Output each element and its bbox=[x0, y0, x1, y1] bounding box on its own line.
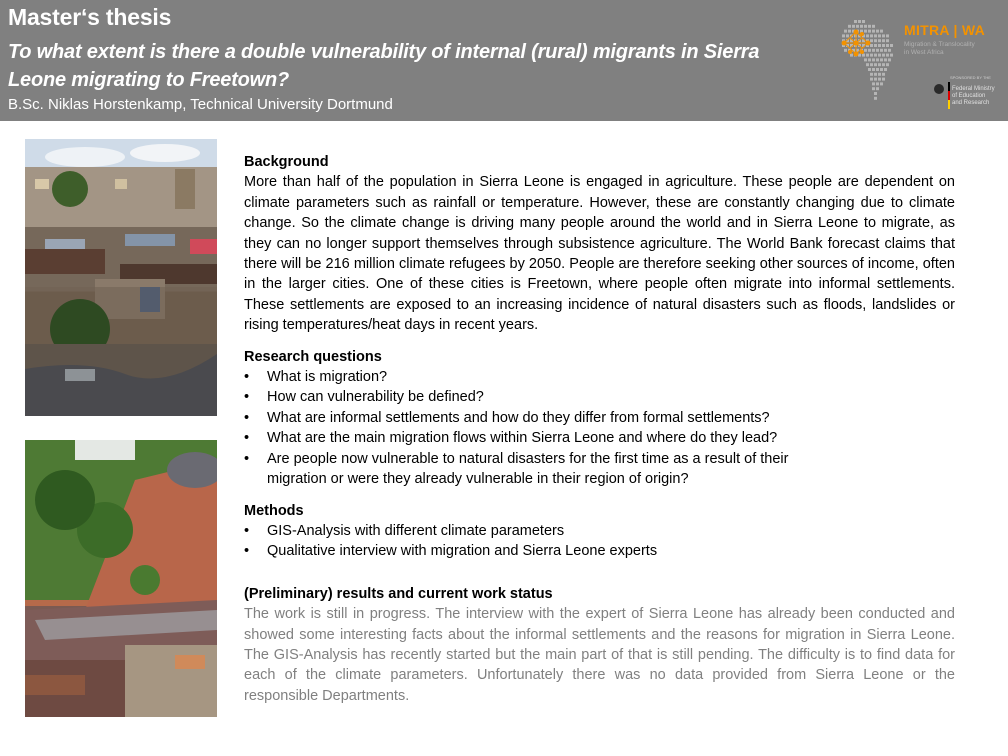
map-dot bbox=[880, 49, 883, 52]
map-dot bbox=[886, 39, 889, 42]
map-dot bbox=[874, 97, 877, 100]
freetown-informal-settlement-photo bbox=[25, 139, 217, 416]
map-dot bbox=[856, 25, 859, 28]
map-dot bbox=[886, 44, 889, 47]
list-item: • What is migration? bbox=[244, 367, 955, 387]
research-question-title: To what extent is there a double vulnerability of internal (rural) migrants in Sierra Leone migrating to Freetown? bbox=[8, 41, 760, 91]
map-dot bbox=[876, 82, 879, 85]
research-questions-section bbox=[244, 347, 955, 490]
ministry-line-3: and Research bbox=[952, 100, 990, 106]
map-dot bbox=[876, 58, 879, 61]
map-dot bbox=[884, 49, 887, 52]
map-dot bbox=[864, 25, 867, 28]
methods-list bbox=[244, 521, 955, 562]
map-dot bbox=[864, 30, 867, 33]
map-dot bbox=[874, 44, 877, 47]
map-dot bbox=[868, 25, 871, 28]
map-dot bbox=[848, 25, 851, 28]
german-flag-bar-icon bbox=[948, 82, 950, 109]
list-item: • What are the main migration flows within Sierra Leone and where do they lead? bbox=[244, 428, 955, 448]
map-dot bbox=[876, 68, 879, 71]
author-line: B.Sc. Niklas Horstenkamp, Technical University Dortmund bbox=[8, 96, 393, 113]
map-dot bbox=[874, 34, 877, 37]
map-dot bbox=[870, 78, 873, 81]
map-dot bbox=[878, 54, 881, 57]
map-dot bbox=[880, 68, 883, 71]
poster-title: Master‘s thesis bbox=[8, 4, 172, 30]
map-dot bbox=[884, 58, 887, 61]
map-dot bbox=[872, 68, 875, 71]
map-dot bbox=[844, 49, 847, 52]
results-text: The work is still in progress. The interview with the expert of Sierra Leone has already been conducted and showed some interesting facts about the informal settlements and the reasons for migration in Sierra Leone. The GIS-Analysis has recently started but the main part of that is still pending. The difficulty is to find data for each of the climate parameters. Unfortunately there was no data provided from Sierra Leone or the responsible Departments. bbox=[244, 606, 955, 704]
poster-header bbox=[0, 0, 1008, 121]
research-questions-heading: Research questions bbox=[244, 348, 382, 365]
map-dot bbox=[882, 63, 885, 66]
map-dot bbox=[870, 54, 873, 57]
map-dot bbox=[884, 68, 887, 71]
map-dot bbox=[870, 73, 873, 76]
map-dot bbox=[862, 20, 865, 23]
map-dot bbox=[870, 39, 873, 42]
map-dot bbox=[874, 54, 877, 57]
map-dot bbox=[890, 44, 893, 47]
subtitle-line-1: Migration & Translocality bbox=[904, 41, 975, 48]
map-dot bbox=[878, 78, 881, 81]
map-dot bbox=[874, 92, 877, 95]
sponsor-label: SPONSORED BY THE bbox=[950, 75, 991, 80]
map-dot bbox=[850, 54, 853, 57]
map-dot bbox=[870, 44, 873, 47]
map-dot bbox=[844, 30, 847, 33]
map-dot bbox=[872, 58, 875, 61]
map-dot bbox=[858, 20, 861, 23]
map-dot bbox=[866, 34, 869, 37]
map-dot bbox=[882, 54, 885, 57]
map-dot bbox=[882, 39, 885, 42]
map-dot bbox=[864, 49, 867, 52]
map-dot bbox=[846, 34, 849, 37]
list-item: • Are people now vulnerable to natural disasters for the first time as a result of their migration or were they already vulnerable in their region of origin? bbox=[244, 449, 955, 490]
map-dot bbox=[876, 30, 879, 33]
map-dot bbox=[864, 58, 867, 61]
map-dot bbox=[872, 82, 875, 85]
map-dot bbox=[870, 34, 873, 37]
map-dot bbox=[890, 54, 893, 57]
results-heading: (Preliminary) results and current work status bbox=[244, 585, 553, 602]
map-dot bbox=[860, 25, 863, 28]
map-dot bbox=[882, 73, 885, 76]
map-dot bbox=[880, 58, 883, 61]
research-questions-list bbox=[244, 367, 955, 489]
map-dot bbox=[888, 58, 891, 61]
map-dot bbox=[874, 63, 877, 66]
map-dot bbox=[886, 54, 889, 57]
background-heading: Background bbox=[244, 154, 329, 170]
map-dot bbox=[880, 30, 883, 33]
africa-dot-map-icon bbox=[840, 14, 906, 114]
map-dot bbox=[862, 54, 865, 57]
subtitle-line-2: in West Africa bbox=[904, 49, 944, 56]
landslide-photo bbox=[25, 440, 217, 717]
ministry-line-1: Federal Ministry bbox=[952, 86, 995, 92]
map-dot bbox=[882, 78, 885, 81]
ministry-line-2: of Education bbox=[952, 93, 986, 99]
poster-content bbox=[244, 152, 955, 717]
methods-section bbox=[244, 501, 955, 562]
mitra-wa-logo bbox=[840, 14, 1000, 114]
map-dot bbox=[872, 25, 875, 28]
list-item: • GIS-Analysis with different climate parameters bbox=[244, 521, 955, 541]
map-dot bbox=[882, 34, 885, 37]
map-dot bbox=[876, 49, 879, 52]
map-dot bbox=[878, 39, 881, 42]
map-dot bbox=[880, 82, 883, 85]
map-dot bbox=[872, 87, 875, 90]
map-dot bbox=[882, 44, 885, 47]
map-dot bbox=[876, 87, 879, 90]
map-dot bbox=[868, 68, 871, 71]
background-section bbox=[244, 152, 955, 336]
list-item: • What are informal settlements and how do they differ from formal settlements? bbox=[244, 408, 955, 428]
background-text: More than half of the population in Sierra Leone is engaged in agriculture. These people are dependent on climate parameters such as rainfall or temperature. However, these are constantly changing due to climate change. So the climate change is driving many people around the world and in Sierra Leone to migrate, as they can no longer support themselves through subsistence agriculture. The World Bank forecast claims that there will be 216 million climate refugees by 2050. People are therefore seeking other sources of income, often in the larger cities. One of these cities is Freetown, where people often migrate into informal settlements. These settlements are exposed to an increasing incidence of natural disasters such as floods, landslides or rising temperatures/heat days in recent years. bbox=[244, 174, 955, 334]
map-dot bbox=[878, 34, 881, 37]
methods-heading: Methods bbox=[244, 502, 304, 519]
map-dot bbox=[874, 78, 877, 81]
results-section bbox=[244, 584, 955, 706]
map-dot bbox=[878, 44, 881, 47]
map-dot bbox=[874, 39, 877, 42]
map-dot bbox=[870, 63, 873, 66]
map-dot bbox=[872, 30, 875, 33]
map-dot bbox=[878, 73, 881, 76]
mitra-wa-brand: MITRA | WA bbox=[904, 22, 986, 38]
bmbf-ministry-name bbox=[952, 86, 1002, 107]
federal-eagle-icon bbox=[934, 84, 944, 94]
map-dot bbox=[888, 49, 891, 52]
map-dot bbox=[842, 34, 845, 37]
map-dot bbox=[868, 30, 871, 33]
map-dot bbox=[886, 63, 889, 66]
mitra-wa-subtitle bbox=[904, 41, 1004, 57]
map-dot bbox=[866, 54, 869, 57]
map-dot bbox=[868, 58, 871, 61]
list-item: • How can vulnerability be defined? bbox=[244, 387, 955, 407]
map-dot bbox=[866, 63, 869, 66]
map-dot bbox=[848, 30, 851, 33]
map-dot bbox=[874, 73, 877, 76]
map-dot bbox=[872, 49, 875, 52]
map-dot bbox=[854, 20, 857, 23]
list-item: • Qualitative interview with migration and Sierra Leone experts bbox=[244, 541, 955, 561]
map-dot bbox=[852, 25, 855, 28]
map-dot bbox=[886, 34, 889, 37]
map-dot bbox=[868, 49, 871, 52]
map-dot bbox=[878, 63, 881, 66]
